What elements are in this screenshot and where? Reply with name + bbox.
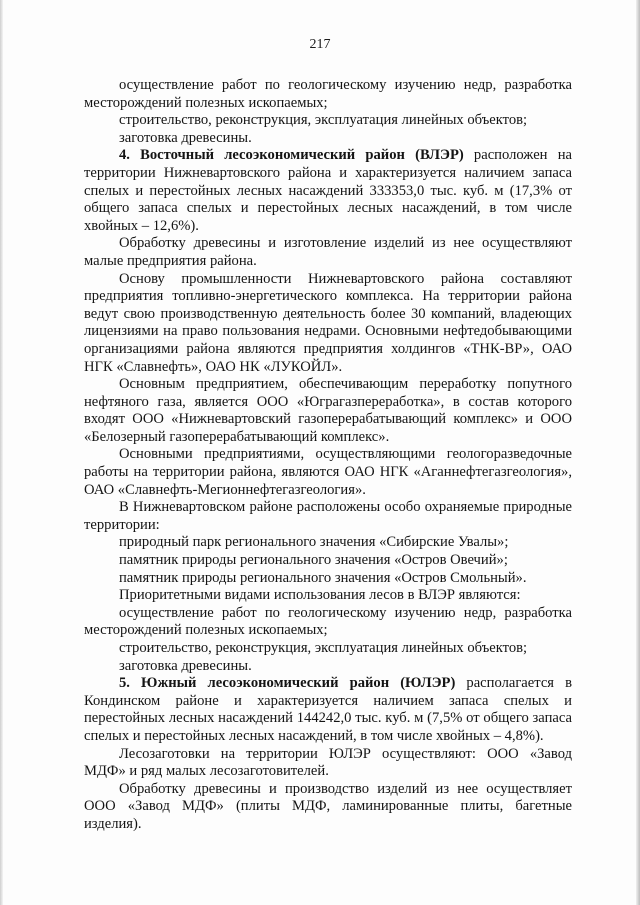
paragraph: В Нижневартовском районе расположены особо охраняемые природные территории: <box>84 499 572 533</box>
list-item: строительство, реконструкция, эксплуатация линейных объектов; <box>119 640 528 656</box>
paragraph: заготовка древесины. <box>119 129 252 146</box>
paragraph: Основными предприятиями, осуществляющими геологоразведочные работы на территории района, являются ОАО НГК «Аганнефтегазгеология», ОАО «Славнефть-Мегионнефтегазгеология». <box>84 446 572 498</box>
paragraph: Обработку древесины и производство изделий из нее осуществляет ООО «Завод МДФ» (плиты МДФ, ламинированные плиты, багетные изделия). <box>84 780 572 832</box>
scan-edge-left <box>0 0 3 905</box>
body-text <box>84 77 572 834</box>
list-item: памятник природы регионального значения «Остров Смольный». <box>119 569 527 586</box>
scan-edge-right <box>636 0 640 905</box>
page-number: 217 <box>309 37 331 52</box>
paragraph: осуществление работ по геологическому изучению недр, разработка месторождений полезных ископаемых; <box>84 77 572 111</box>
paragraph: Основу промышленности Нижневартовского района составляют предприятия топливно-энергетического комплекса. На территории района ведут свою производственную деятельность более 30 компаний, владеющих лицензиями на право пользования недрами. Основными нефтедобывающими организациями района являются предприятия холдингов «ТНК-ВР», ОАО НГК «Славнефть», ОАО НК «ЛУКОЙЛ». <box>84 270 572 375</box>
paragraph: Основным предприятием, обеспечивающим переработку попутного нефтяного газа, является ООО «Юграгазпереработка», в состав которого входят ООО «Нижневартовский газоперерабатывающий комплекс» и ООО «Белозерный газоперерабатывающий комплекс». <box>84 376 572 445</box>
list-item: осуществление работ по геологическому изучению недр, разработка месторождений полезных ископаемых; <box>84 604 572 639</box>
list-item: памятник природы регионального значения «Остров Овечий»; <box>119 552 508 569</box>
paragraph: строительство, реконструкция, эксплуатация линейных объектов; <box>119 112 528 129</box>
paragraph: Приоритетными видами использования лесов в ВЛЭР являются: <box>119 587 521 604</box>
list-item: заготовка древесины. <box>119 657 252 674</box>
list-item: природный парк регионального значения «Сибирские Увалы»; <box>119 534 509 551</box>
section-5-heading: 5. Южный лесоэкономический район (ЮЛЭР) <box>119 675 456 692</box>
paragraph: Лесозаготовки на территории ЮЛЭР осуществляют: ООО «Завод МДФ» и ряд малых лесозаготовителей. <box>84 745 572 780</box>
section-4-heading: 4. Восточный лесоэкономический район (ВЛЭР) <box>119 147 464 164</box>
section-4-paragraph: 4. Восточный лесоэкономический район (ВЛЭР) расположен на территории Нижневартовского района и характеризуется наличием запаса спелых и перестойных лесных насаждений 333353,0 тыс. куб. м (17,3% от общего запаса спелых и перестойных лесных насаждений, в том числе хвойных – 12,6%). <box>84 147 572 234</box>
paragraph: Обработку древесины и изготовление изделий из нее осуществляют малые предприятия района. <box>84 235 572 269</box>
section-5-paragraph: 5. Южный лесоэкономический район (ЮЛЭР) располагается в Кондинском районе и характеризуется наличием запаса спелых и перестойных лесных насаждений 144242,0 тыс. куб. м (7,5% от общего запаса спелых и перестойных лесных насаждений, в том числе хвойных – 4,8%). <box>84 675 572 744</box>
